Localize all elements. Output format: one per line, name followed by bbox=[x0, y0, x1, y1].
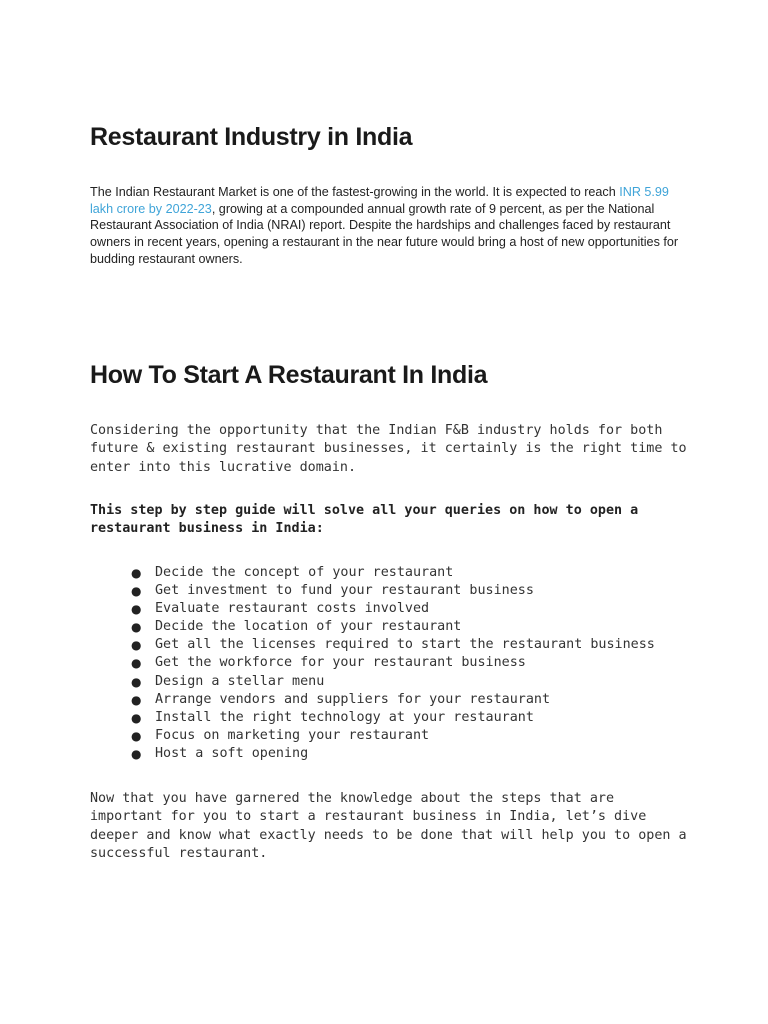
bullet-icon: ● bbox=[131, 656, 142, 671]
bullet-icon: ● bbox=[131, 728, 142, 743]
list-item bbox=[90, 691, 655, 709]
list-item bbox=[90, 564, 655, 582]
bullet-icon: ● bbox=[131, 620, 142, 635]
list-item bbox=[90, 673, 655, 691]
list-item-text: Evaluate restaurant costs involved bbox=[155, 601, 430, 617]
list-item bbox=[90, 636, 655, 654]
market-paragraph bbox=[90, 184, 690, 268]
list-item-text: Design a stellar menu bbox=[155, 673, 325, 689]
list-item-text: Arrange vendors and suppliers for your restaurant bbox=[155, 691, 551, 707]
guide-intro: This step by step guide will solve all your queries on how to open a restaurant business in India: bbox=[90, 503, 639, 537]
heading-restaurant-industry: Restaurant Industry in India bbox=[90, 123, 413, 151]
list-item bbox=[90, 709, 655, 727]
heading-how-to-start: How To Start A Restaurant In India bbox=[90, 361, 488, 389]
bullet-icon: ● bbox=[131, 710, 142, 725]
bullet-icon: ● bbox=[131, 584, 142, 599]
list-item-text: Decide the location of your restaurant bbox=[155, 619, 462, 635]
list-item-text: Get all the licenses required to start the restaurant business bbox=[155, 637, 655, 653]
list-item-text: Get the workforce for your restaurant business bbox=[155, 655, 526, 671]
market-size-link[interactable]: INR 5.99 lakh crore by 2022-23 bbox=[90, 185, 669, 216]
list-item bbox=[90, 618, 655, 636]
list-item bbox=[90, 654, 655, 672]
closing-paragraph: Now that you have garnered the knowledge about the steps that are important for you to start a restaurant business in India, let’s dive deeper and know what exactly needs to be done that will help you to open a successful restaurant. bbox=[90, 791, 687, 861]
market-text-part2: , growing at a compounded annual growth rate of 9 percent, as per the National Restaurant Association of India (NRAI) report. Despite the hardships and challenges faced by restaurant owners in recent years, opening a restaurant in the near future would bring a host of new opportunities for budding restaurant owners. bbox=[90, 201, 679, 266]
list-item bbox=[90, 600, 655, 618]
list-item-text: Get investment to fund your restaurant business bbox=[155, 583, 534, 599]
bullet-icon: ● bbox=[131, 674, 142, 689]
bullet-icon: ● bbox=[131, 638, 142, 653]
market-text-part1: The Indian Restaurant Market is one of the fastest-growing in the world. It is expected to reach bbox=[90, 185, 620, 199]
list-item-text: Install the right technology at your restaurant bbox=[155, 709, 534, 725]
bullet-icon: ● bbox=[131, 746, 142, 761]
list-item-text: Decide the concept of your restaurant bbox=[155, 565, 454, 580]
list-item bbox=[90, 582, 655, 600]
bullet-icon: ● bbox=[131, 692, 142, 707]
bullet-icon: ● bbox=[131, 602, 142, 617]
list-item bbox=[90, 727, 655, 745]
opportunity-paragraph: Considering the opportunity that the Indian F&B industry holds for both future & existing restaurant businesses, it certainly is the right time to enter into this lucrative domain. bbox=[90, 423, 687, 475]
list-item-text: Focus on marketing your restaurant bbox=[155, 727, 430, 743]
list-item-text: Host a soft opening bbox=[155, 745, 309, 761]
list-item bbox=[90, 745, 655, 763]
steps-list bbox=[90, 564, 655, 763]
bullet-icon: ● bbox=[131, 566, 142, 580]
